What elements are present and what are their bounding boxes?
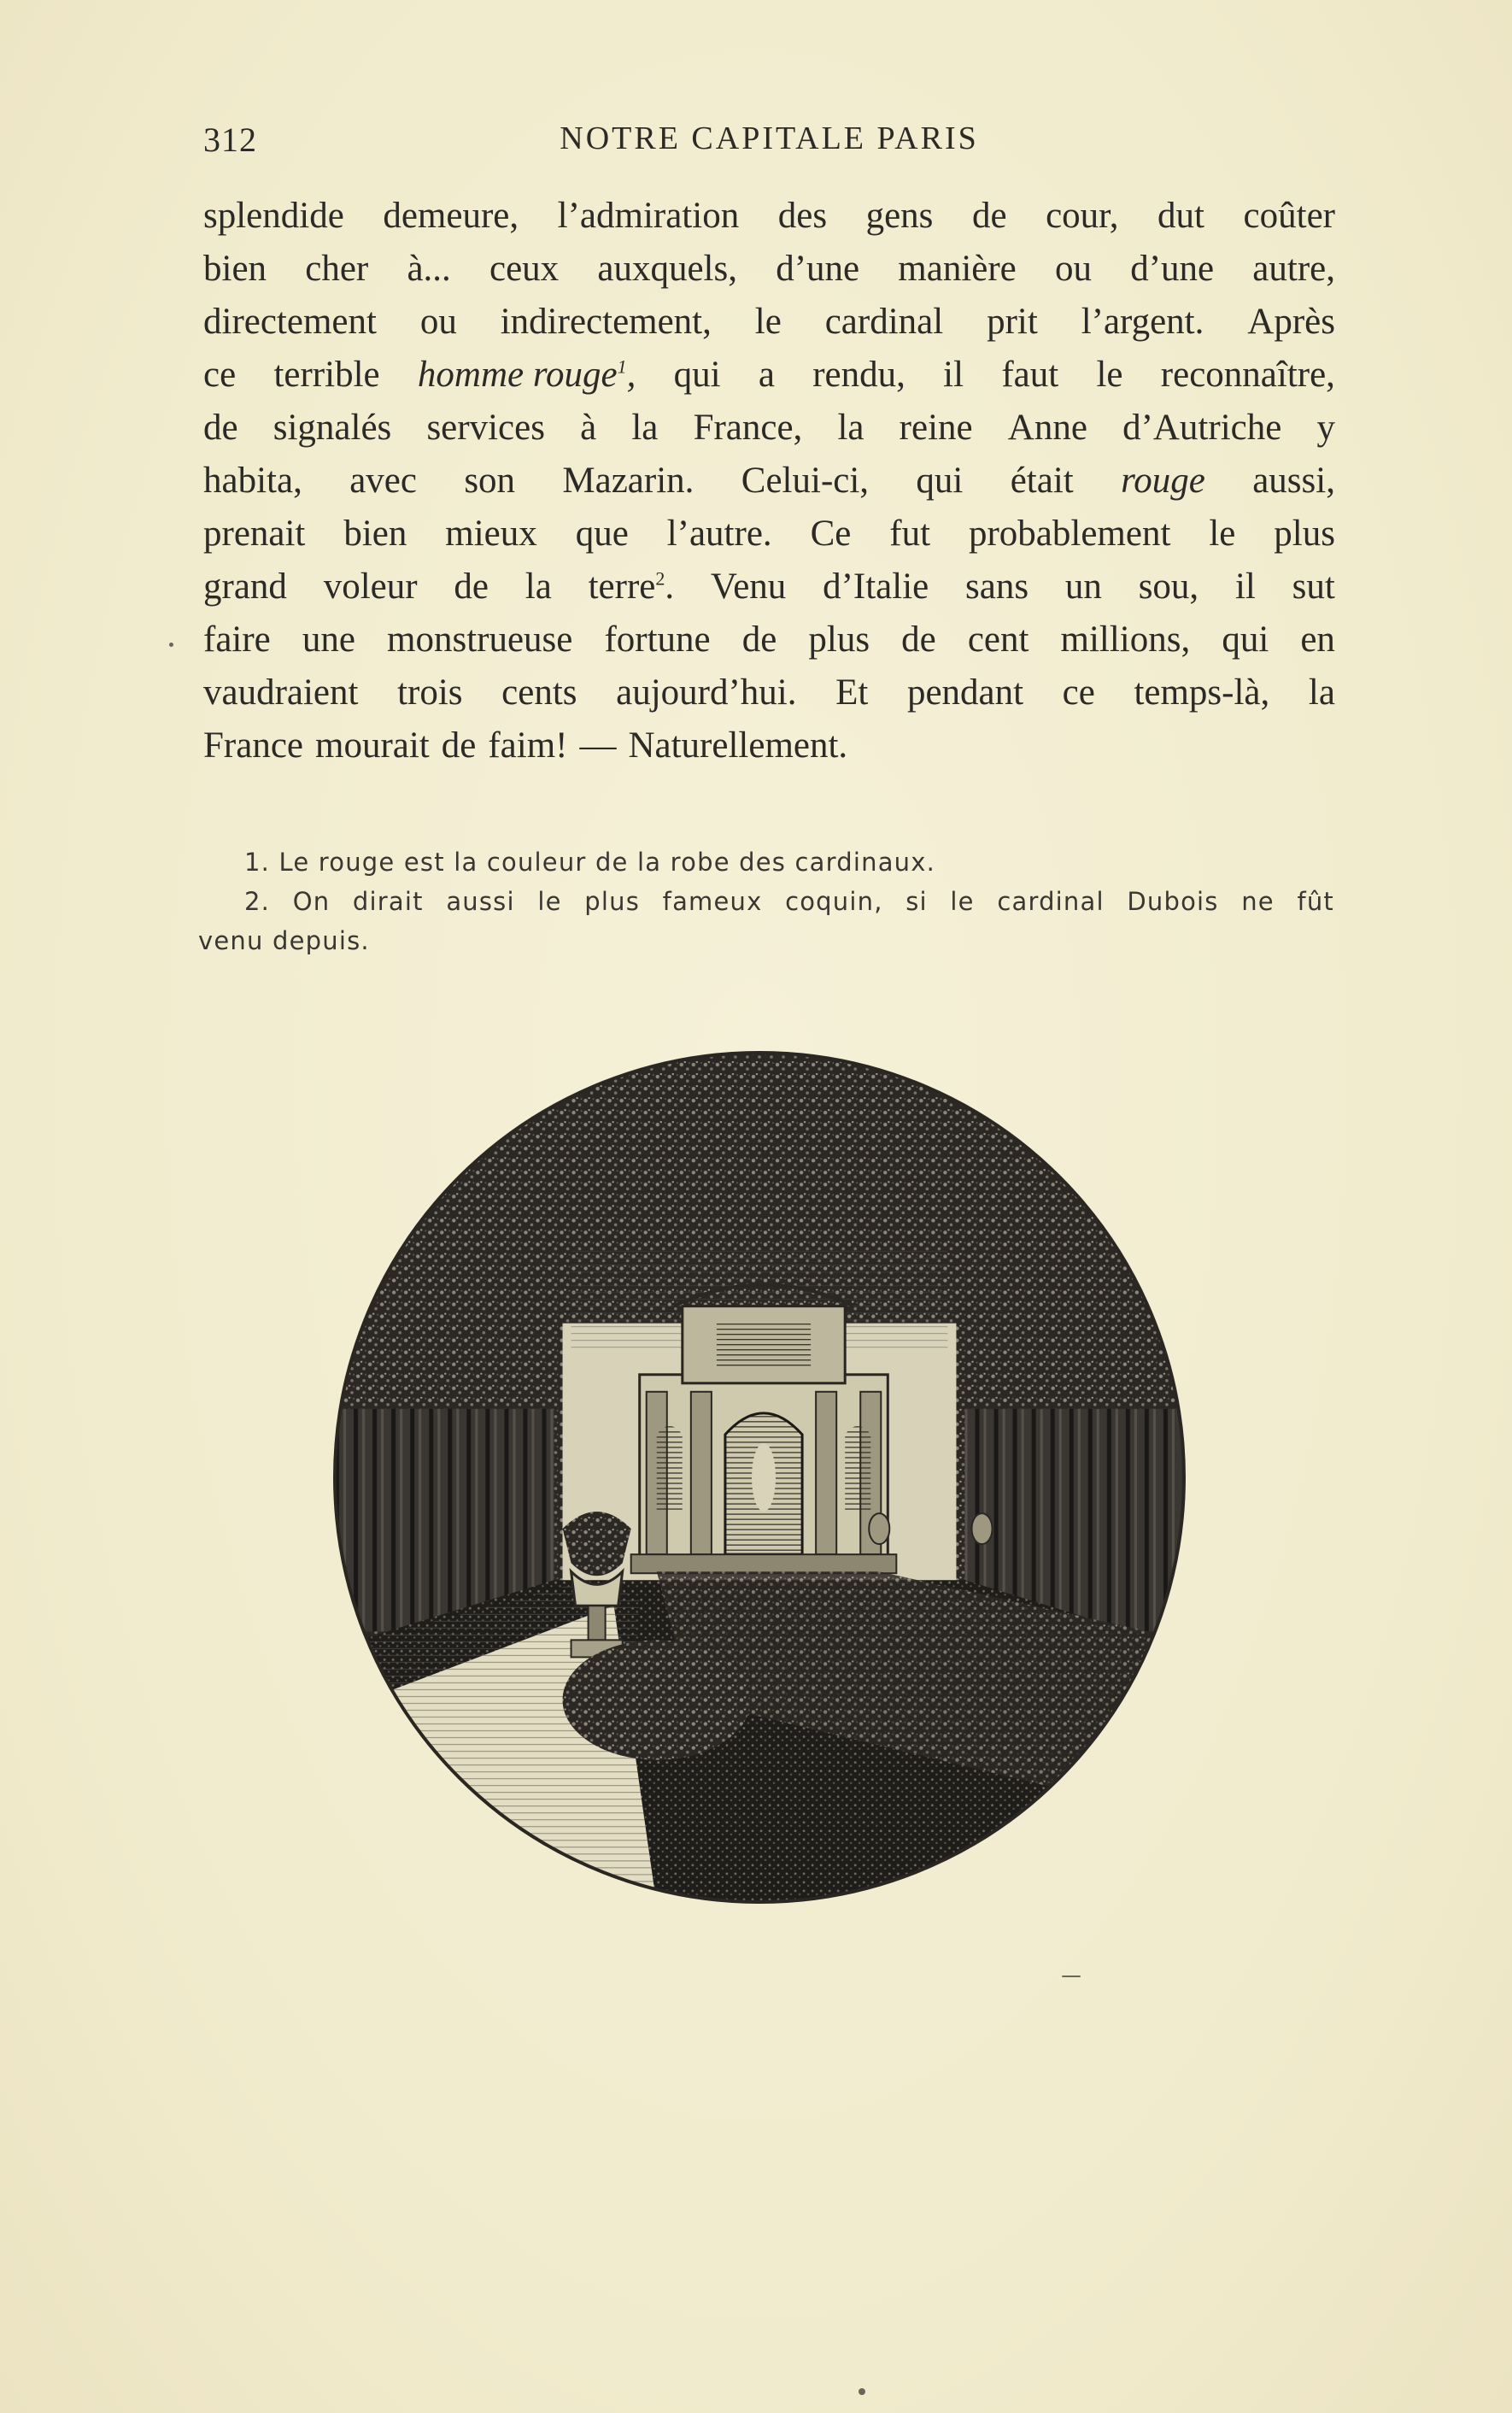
running-title: NOTRE CAPITALE PARIS — [560, 120, 979, 156]
word: d’Autriche — [1122, 408, 1282, 448]
word: dut — [1157, 196, 1204, 236]
margin-mark — [859, 2388, 865, 2395]
word: de — [441, 725, 477, 766]
word: directement — [203, 302, 377, 342]
text-line — [203, 508, 1335, 561]
word: homme rouge$^1$, — [417, 355, 636, 395]
word: Et — [835, 672, 869, 713]
word: trois — [397, 672, 463, 713]
word: terrible — [273, 355, 380, 395]
footnote-word: dirait — [352, 887, 424, 916]
word: mourait — [315, 725, 430, 766]
footnote-ref-1[interactable]: 1 — [617, 355, 627, 378]
word: probablement — [968, 514, 1171, 554]
word: ce — [203, 355, 237, 395]
word: cher — [305, 249, 369, 289]
word: était — [1010, 461, 1074, 501]
word: aussi, — [1252, 461, 1335, 501]
word: Anne — [1007, 408, 1087, 448]
word: faire — [203, 619, 271, 660]
word: la — [1308, 672, 1335, 713]
footnote-2-line-2: venu depuis. — [198, 926, 370, 955]
word: auxquels, — [597, 249, 737, 289]
word: la — [525, 567, 552, 607]
word: reine — [899, 408, 973, 448]
footnote-word: On — [292, 887, 331, 916]
footnote-word: si — [905, 887, 928, 916]
word: cour, — [1046, 196, 1119, 236]
word: d’Italie — [823, 567, 929, 607]
word: demeure, — [383, 196, 519, 236]
word: terre$^2$. — [588, 567, 675, 607]
word: sut — [1292, 567, 1335, 607]
word: reconnaître, — [1160, 355, 1335, 395]
word: fut — [889, 514, 931, 554]
word: France, — [693, 408, 803, 448]
footnote-word: fût — [1297, 887, 1334, 916]
word: fortune — [604, 619, 711, 660]
word: Celui-ci, — [741, 461, 870, 501]
word: plus — [1274, 514, 1335, 554]
word: ou — [1054, 249, 1092, 289]
page-header — [203, 120, 1335, 171]
text-line — [203, 561, 1335, 614]
word: avec — [349, 461, 417, 501]
word: en — [1300, 619, 1335, 660]
footnote-word: aussi — [446, 887, 515, 916]
text-line — [203, 349, 1335, 402]
word: qui — [673, 355, 721, 395]
word: signalés — [273, 408, 392, 448]
footnote-word: le — [950, 887, 975, 916]
word: la — [631, 408, 659, 448]
footnote-ref-2[interactable]: 2 — [655, 567, 665, 590]
word: bien — [203, 249, 267, 289]
word: cent — [967, 619, 1029, 660]
word: à... — [407, 249, 451, 289]
footnote-word: cardinal — [997, 887, 1105, 916]
word: de — [971, 196, 1007, 236]
word: rouge — [1121, 461, 1205, 501]
word: rendu, — [812, 355, 905, 395]
word: un — [1064, 567, 1102, 607]
text-line — [203, 402, 1335, 455]
word: habita, — [203, 461, 302, 501]
word: que — [575, 514, 629, 554]
word: grand — [203, 567, 287, 607]
footnote-word: plus — [584, 887, 641, 916]
word: de — [454, 567, 489, 607]
word: Ce — [810, 514, 852, 554]
word: a — [758, 355, 775, 395]
word: l’autre. — [666, 514, 772, 554]
word: il — [1234, 567, 1256, 607]
word: France — [203, 725, 303, 766]
word: le — [1209, 514, 1236, 554]
main-paragraph — [203, 190, 1335, 772]
page-number: 312 — [203, 120, 257, 159]
fountain-garden-engraving — [331, 1049, 1187, 1905]
text-line — [203, 296, 1335, 349]
footnote-word: Dubois — [1127, 887, 1219, 916]
word: la — [837, 408, 864, 448]
word: manière — [898, 249, 1017, 289]
word: gens — [865, 196, 934, 236]
word: cardinal — [824, 302, 944, 342]
word: son — [464, 461, 516, 501]
word: monstrueuse — [387, 619, 573, 660]
word: d’une — [776, 249, 860, 289]
word: des — [777, 196, 828, 236]
word: ou — [419, 302, 457, 342]
word: qui — [916, 461, 964, 501]
word: aujourd’hui. — [616, 672, 797, 713]
word: Après — [1247, 302, 1335, 342]
text-line — [203, 614, 1335, 666]
text-line — [203, 455, 1335, 508]
word: prit — [987, 302, 1038, 342]
footnote-word: ne — [1241, 887, 1275, 916]
word: qui — [1222, 619, 1269, 660]
word: Mazarin. — [562, 461, 694, 501]
text-line — [203, 719, 1335, 772]
word: indirectement, — [500, 302, 712, 342]
word: il — [943, 355, 964, 395]
word: l’argent. — [1081, 302, 1204, 342]
word: autre, — [1252, 249, 1335, 289]
word: faut — [1001, 355, 1059, 395]
word: Naturellement. — [628, 725, 848, 766]
word: millions, — [1060, 619, 1191, 660]
word: sou, — [1138, 567, 1199, 607]
word: de — [901, 619, 936, 660]
footnote-2-line-1 — [198, 882, 1334, 921]
word: plus — [808, 619, 870, 660]
word: ce — [1062, 672, 1095, 713]
word: de — [203, 408, 238, 448]
word: y — [1316, 408, 1335, 448]
footnotes — [198, 842, 1334, 960]
margin-mark — [1062, 1976, 1081, 1977]
word: coûter — [1243, 196, 1335, 236]
word: à — [580, 408, 597, 448]
word: temps-là, — [1134, 672, 1270, 713]
word: une — [302, 619, 355, 660]
word: de — [741, 619, 777, 660]
word: sans — [965, 567, 1029, 607]
word: vaudraient — [203, 672, 359, 713]
word: cents — [501, 672, 577, 713]
word: l’admiration — [557, 196, 740, 236]
word: le — [754, 302, 782, 342]
word: voleur — [323, 567, 418, 607]
word: le — [1096, 355, 1123, 395]
word: — — [579, 725, 617, 766]
word: services — [426, 408, 545, 448]
margin-mark — [169, 643, 173, 647]
footnote-word: coquin, — [785, 887, 883, 916]
word: prenait — [203, 514, 306, 554]
word: mieux — [445, 514, 537, 554]
word: ceux — [489, 249, 560, 289]
word: splendide — [203, 196, 344, 236]
footnote-1: 1. Le rouge est la couleur de la robe des cardinaux. — [244, 848, 936, 877]
text-line — [203, 666, 1335, 719]
word: Venu — [710, 567, 787, 607]
text-line — [203, 190, 1335, 243]
word: d’une — [1130, 249, 1215, 289]
footnote-word: 2. — [244, 887, 271, 916]
word: faim! — [488, 725, 568, 766]
word: bien — [343, 514, 407, 554]
footnote-word: fameux — [662, 887, 763, 916]
word: pendant — [906, 672, 1024, 713]
text-line — [203, 243, 1335, 296]
footnote-word: le — [537, 887, 562, 916]
